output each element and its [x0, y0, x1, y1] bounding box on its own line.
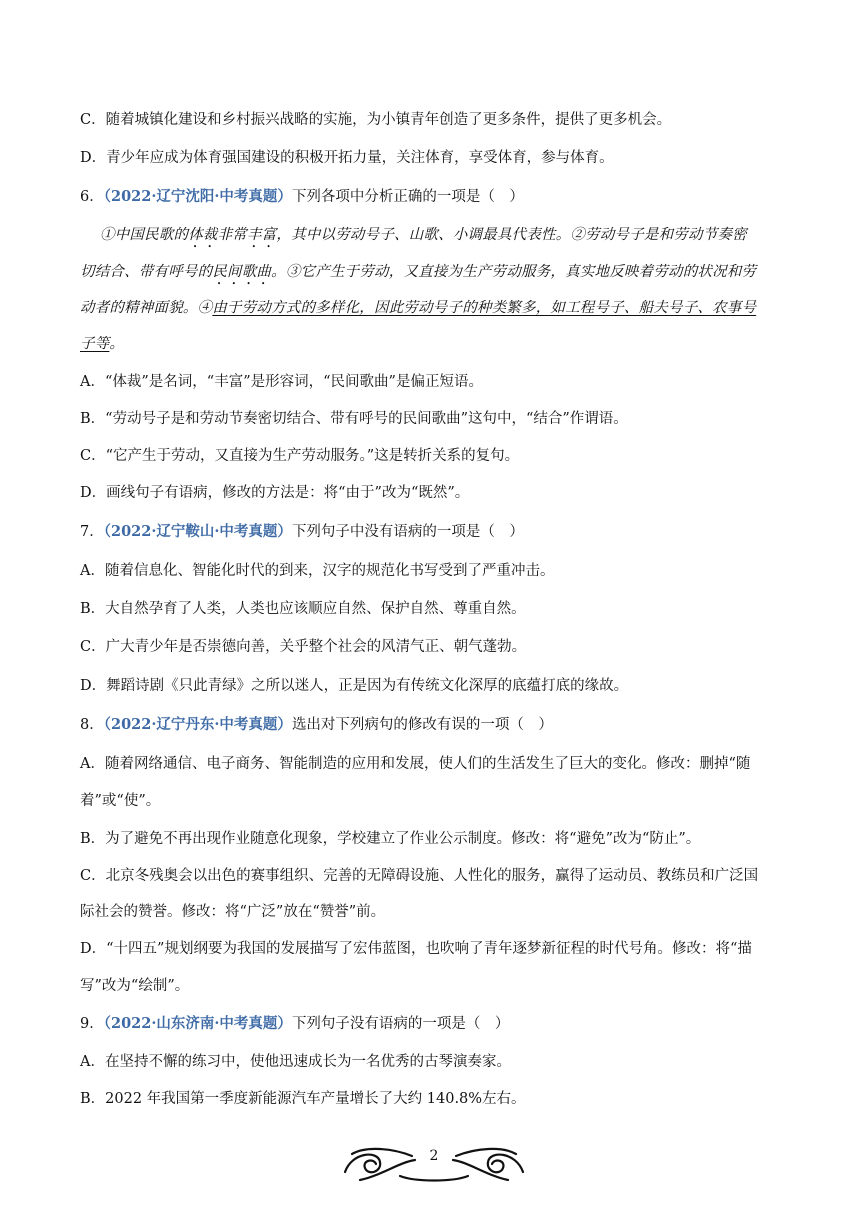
dotted-word: 丰富: [247, 227, 277, 243]
question-number: 8．: [80, 717, 104, 733]
q5-option-c: C．随着城镇化建设和乡村振兴战略的实施，为小镇青年创造了更多条件，提供了更多机会。: [80, 112, 672, 128]
passage-text: ①中国民歌的: [100, 227, 189, 243]
dotted-word: 民间歌曲: [212, 264, 272, 280]
passage-text: 。③它产生于劳动，又直接为生产劳动服务，真实地反映着劳动的状况和劳: [271, 264, 757, 280]
passage-text: 非常: [217, 227, 248, 243]
q7-option-a: A．随着信息化、智能化时代的到来，汉字的规范化书写受到了严重冲击。: [80, 563, 555, 579]
question-number: 6．: [80, 189, 104, 205]
q8-option-a-line-1: A．随着网络通信、电子商务、智能制造的应用和发展，使人们的生活发生了巨大的变化。修改：删掉“随: [80, 756, 751, 772]
q8-option-c-line-1: C．北京冬残奥会以出色的赛事组织、完善的无障碍设施、人性化的服务，赢得了运动员、教练员和广泛国: [80, 868, 759, 884]
passage-text: 动者的精神面貌。④: [80, 300, 213, 316]
question-number: 9．: [80, 1016, 104, 1032]
passage-line-3: [80, 298, 800, 318]
q7-option-c: C．广大青少年是否崇德向善，关乎整个社会的风清气正、朝气蓬勃。: [80, 639, 527, 655]
question-text: 下列各项中分析正确的一项是（ ）: [291, 189, 524, 205]
q7-option-d: D．舞蹈诗剧《只此青绿》之所以迷人，正是因为有传统文化深厚的底蕴打底的缘故。: [80, 678, 629, 694]
question-source: （2022·山东济南·中考真题）: [103, 1015, 292, 1032]
question-source: （2022·辽宁沈阳·中考真题）: [103, 188, 292, 205]
question-text: 下列句子中没有语病的一项是（ ）: [291, 524, 524, 540]
page-number: 2: [429, 1148, 439, 1164]
question-source: （2022·辽宁丹东·中考真题）: [103, 716, 292, 733]
passage-line-1: [100, 225, 820, 251]
q8-option-d-line-1: D．“十四五”规划纲要为我国的发展描写了宏伟蓝图，也吹响了青年逐梦新征程的时代号角。修改：将“描: [80, 941, 752, 957]
underlined-sentence: 子等: [80, 336, 110, 352]
underlined-sentence: 由于劳动方式的多样化，因此劳动号子的种类繁多，如工程号子、船夫号子、农事号: [212, 300, 757, 316]
question-number: 7．: [80, 524, 104, 540]
q6-option-c: C．“它产生于劳动，又直接为生产劳动服务。”这是转折关系的复句。: [80, 448, 520, 464]
passage-text: 。: [109, 336, 125, 352]
q9-option-b: B．2022 年我国第一季度新能源汽车产量增长了大约 140.8%左右。: [80, 1091, 526, 1107]
question-8-stem: [80, 715, 800, 735]
passage-line-2: [80, 262, 800, 288]
passage-line-4: [80, 334, 800, 354]
dotted-word: 体裁: [188, 227, 218, 243]
q6-option-d: D．画线句子有语病，修改的方法是：将“由于”改为“既然”。: [80, 485, 470, 501]
q7-option-b: B．大自然孕育了人类，人类也应该顺应自然、保护自然、尊重自然。: [80, 601, 526, 617]
question-6-stem: [80, 187, 800, 207]
question-text: 选出对下列病句的修改有误的一项（ ）: [291, 717, 553, 733]
q8-option-c-line-2: 际社会的赞誉。修改：将“广泛”放在“赞誉”前。: [80, 904, 386, 920]
q9-option-a: A．在坚持不懈的练习中，使他迅速成长为一名优秀的古琴演奏家。: [80, 1054, 511, 1070]
q6-option-a: A．“体裁”是名词，“丰富”是形容词，“民间歌曲”是偏正短语。: [80, 374, 483, 390]
q8-option-d-line-2: 写”改为“绘制”。: [80, 978, 190, 994]
q6-option-b: B．“劳动号子是和劳动节奏密切结合、带有呼号的民间歌曲”这句中，“结合”作谓语。: [80, 411, 628, 427]
question-source: （2022·辽宁鞍山·中考真题）: [103, 523, 292, 540]
question-7-stem: [80, 522, 800, 542]
q8-option-b: B．为了避免不再出现作业随意化现象，学校建立了作业公示制度。修改：将“避免”改为“防止”。: [80, 831, 701, 847]
passage-text: 切结合、带有呼号的: [80, 264, 213, 280]
question-9-stem: [80, 1014, 800, 1034]
question-text: 下列句子没有语病的一项是（ ）: [291, 1016, 510, 1032]
passage-text: ，其中以劳动号子、山歌、小调最具代表性。②劳动号子是和劳动节奏密: [276, 227, 747, 243]
q8-option-a-line-2: 着”或“使”。: [80, 793, 161, 809]
q5-option-d: D．青少年应成为体育强国建设的积极开拓力量，关注体育，享受体育，参与体育。: [80, 150, 614, 166]
